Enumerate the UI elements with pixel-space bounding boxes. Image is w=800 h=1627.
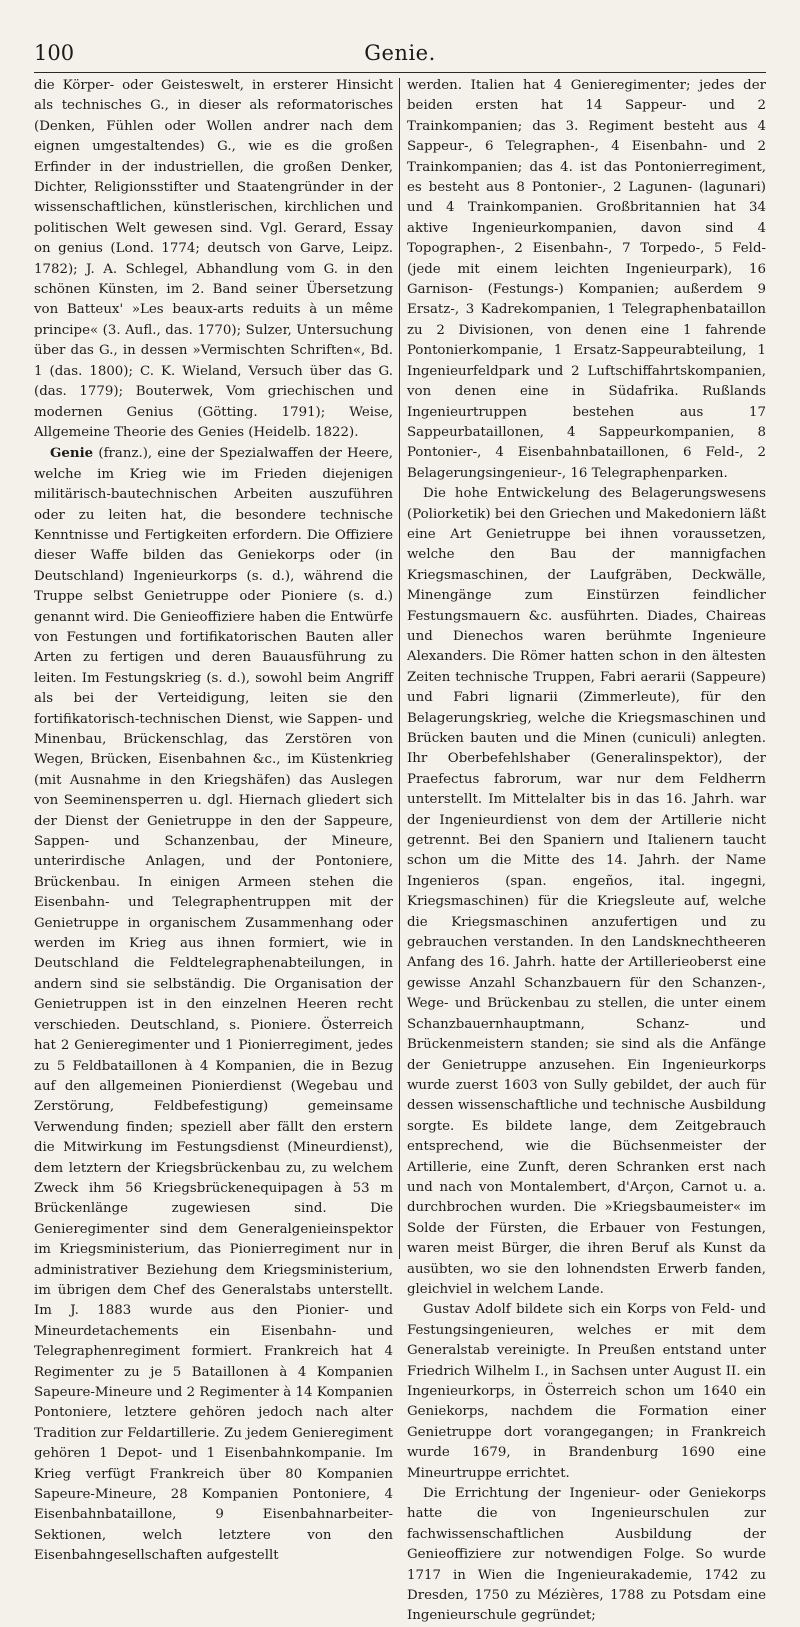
paragraph-genius-references: die Körper- oder Geisteswelt, in ersterer Hinsicht als technisches G., in dieser als reformatorisches (Denken, Fühlen oder Wollen andrer nach dem eignen umgestaltendes) G., wie es die großen Erfinder in der industriellen, die großen Denker, Dichter, Religionsstifter und Staatengründer in der wissenschaftlichen, künstlerischen, kirchlichen und politischen Welt gewesen sind. Vgl. Gerard, Essay on genius (Lond. 1774; deutsch von Garve, Leipz. 1782); J. A. Schlegel, Abhandlung vom G. in den schönen Künsten, im 2. Band seiner Übersetzung von Batteux' »Les beaux-arts reduits à un même principe« (3. Aufl., das. 1770); Sulzer, Untersuchung über das G., in dessen »Vermischten Schriften«, Bd. 1 (das. 1800); C. K. Wieland, Versuch über das G. (das. 1779); Bouterwek, Vom griechischen und modernen Genius (Götting. 1791); Weise, Allgemeine Theorie des Genies (Heidelb. 1822). (34, 78, 393, 440)
text-columns (34, 76, 766, 1624)
entry-text: (franz.), eine der Spezialwaffen der Heere, welche im Krieg wie im Frieden diejenigen militärisch-bautechnischen Arbeiten auszuführen oder zu leiten hat, die besondere technische Kenntnisse und Fertigkeiten erfordern. Die Offiziere dieser Waffe bilden das Geniekorps oder (in Deutschland) Ingenieurkorps (s. d.), während die Truppe selbst Genietruppe oder Pioniere (s. d.) genannt wird. Die Genieoffiziere haben die Entwürfe von Festungen und fortifikatorischen Bauten aller Arten zu fertigen und deren Bauausführung zu leiten. Im Festungskrieg (s. d.), sowohl beim Angriff als bei der Verteidigung, leiten sie den fortifikatorisch-technischen Dienst, wie Sappen- und Minenbau, Brückenschlag, das Zerstören von Wegen, Brücken, Eisenbahnen &c., im Küstenkrieg (mit Ausnahme in den Kriegshäfen) das Auslegen von Seeminensperren u. dgl. Hiernach gliedert sich der Dienst der Genietruppe in den der Sappeure, Sappen- und Schanzenbau, der Mineure, unterirdische Anlagen, und der Pontoniere, Brückenbau. In einigen Armeen stehen die Eisenbahn- und Telegraphentruppen mit der Genietruppe in organischem Zusammenhang oder werden im Krieg aus ihnen formiert, wie in Deutschland die Feldtelegraphenabteilungen, in andern sind sie selbständig. Die Organisation der Genietruppen ist in den einzelnen Heeren recht verschieden. Deutschland, s. Pioniere. Österreich hat 2 Genieregimenter und 1 Pionierregiment, jedes zu 5 Feldbataillonen à 4 Kompanien, die in Bezug auf den allgemeinen Pionierdienst (Wegebau und Zerstörung, Feldbefestigung) gemeinsame Verwendung finden; speziell aber fällt den erstern die Mitwirkung im Festungsdienst (Mineurdienst), dem letztern der Kriegsbrückenbau zu, zu welchem Zweck ihm 56 Kriegsbrückenequipagen à 53 m Brückenlänge zugewiesen sind. Die Genieregimenter sind dem Generalgenieinspektor im Kriegsministerium, das Pionierregiment nur in administrativer Beziehung dem Kriegsministerium, im übrigen dem Chef des Generalstabs unterstellt. Im J. 1883 wurde aus den Pionier- und Mineurdetachements ein Eisenbahn- und Telegraphenregiment formiert. Frankreich hat 4 Regimenter zu je 5 Bataillonen à 4 Kompanien Sapeure-Mineure und 2 Regimenter à 14 Kompanien Pontoniere, letztere gehören jedoch nach alter Tradition zur Feldartillerie. Zu jedem Genieregiment gehören 1 Depot- und 1 Eisenbahnkompanie. Im Krieg verfügt Frankreich über 80 Kompanien Sapeure-Mineure, 28 Kompanien Pontoniere, 4 Eisenbahnbataillone, 9 Eisenbahnarbeiter-Sektionen, welch letztere von den Eisenbahngesellschaften aufgestellt (34, 446, 393, 1564)
paragraph-foreign-armies: werden. Italien hat 4 Genieregimenter; jedes der beiden ersten hat 14 Sappeur- und 2 Trainkompanien; das 3. Regiment besteht aus 4 Sappeur-, 6 Telegraphen-, 4 Eisenbahn- und 2 Trainkompanien; das 4. ist das Pontonierregiment, es besteht aus 8 Pontonier-, 2 Lagunen- (lagunari) und 4 Trainkompanien. Großbritannien hat 34 aktive Ingenieurkompanien, davon sind 4 Topographen-, 2 Eisenbahn-, 7 Torpedo-, 5 Feld- (jede mit einem leichten Ingenieurpark), 16 Garnison- (Festungs-) Kompanien; außerdem 9 Ersatz-, 3 Kadrekompanien, 1 Telegraphenbataillon zu 2 Divisionen, von denen eine 1 fahrende Pontonierkompanie, 1 Ersatz-Sappeurabteilung, 1 Ingenieurfeldpark und 2 Luftschiffahrtskompanien, von denen eine in Südafrika. Rußlands Ingenieurtruppen bestehen aus 17 Sappeurbataillonen, 4 Sappeurkompanien, 8 Pontonier-, 4 Eisenbahnbataillonen, 6 Feld-, 2 Belagerungsingenieur-, 16 Telegraphenparken. (407, 78, 766, 481)
page-header (34, 40, 766, 73)
paragraph-history: Die hohe Entwickelung des Belagerungswesens (Poliorketik) bei den Griechen und Makedoniern läßt eine Art Genietruppe bei ihnen voraussetzen, welche den Bau der mannigfachen Kriegsmaschinen, der Laufgräben, Deckwälle, Minengänge zum Einstürzen feindlicher Festungsmauern &c. ausführten. Diades, Chaireas und Dienechos waren berühmte Ingenieure Alexanders. Die Römer hatten schon in den ältesten Zeiten technische Truppen, Fabri aerarii (Sappeure) und Fabri lignarii (Zimmerleute), für den Belagerungskrieg, welche die Kriegsmaschinen und Brücken bauten und die Minen (cuniculi) anlegten. Ihr Oberbefehlshaber (Generalinspektor), der Praefectus fabrorum, war nur dem Feldherrn unterstellt. Im Mittelalter bis in das 16. Jahrh. war der Ingenieurdienst von dem der Artillerie nicht getrennt. Bei den Spaniern und Italienern taucht schon um die Mitte des 14. Jahrh. der Name Ingenieros (span. engeños, ital. ingegni, Kriegsmaschinen) für die Kriegsleute auf, welche die Kriegsmaschinen anzufertigen und zu gebrauchen verstanden. In den Landsknechtheeren Anfang des 16. Jahrh. hatte der Artillerieoberst eine gewisse Anzahl Schanzbauern für den Schanzen-, Wege- und Brückenbau zu stellen, die unter einem Schanzbauernhauptmann, Schanz- und Brückenmeistern standen; sie sind als die Anfänge der Genietruppe anzusehen. Ein Ingenieurkorps wurde zuerst 1603 von Sully gebildet, der auch für dessen wissenschaftliche und technische Ausbildung sorgte. Es bildete lange, dem Zeitgebrauch entsprechend, wie die Büchsenmeister der Artillerie, eine Zunft, deren Schranken erst nach und nach von Montalembert, d'Arçon, Carnot u. a. durchbrochen wurden. Die »Kriegsbaumeister« im Solde der Fürsten, die Erbauer von Festungen, waren meist Bürger, die ihren Beruf als Kunst da ausübten, wo sie den lohnendsten Erwerb fanden, gleichviel in welchem Lande. (407, 486, 766, 1297)
entry-headword: Genie (50, 445, 94, 462)
paragraph-genie-entry (34, 443, 393, 1566)
paragraph-corps-formation: Gustav Adolf bildete sich ein Korps von Feld- und Festungsingenieuren, welches er mit dem Generalstab vereinigte. In Preußen entstand unter Friedrich Wilhelm I., in Sachsen unter August II. ein Ingenieurkorps, in Österreich schon um 1640 ein Geniekorps, nachdem die Formation einer Genietruppe dort vorangegangen; in Frankreich wurde 1679, in Brandenburg 1690 eine Mineurtruppe errichtet. (407, 1302, 766, 1481)
running-title: Genie. (364, 41, 436, 65)
right-column (400, 76, 766, 1624)
left-column (34, 76, 399, 1564)
page-number: 100 (34, 41, 75, 65)
paragraph-engineering-schools: Die Errichtung der Ingenieur- oder Geniekorps hatte die von Ingenieurschulen zur fachwissenschaftlichen Ausbildung der Genieoffiziere zur notwendigen Folge. So wurde 1717 in Wien die Ingenieurakademie, 1742 zu Dresden, 1750 zu Mézières, 1788 zu Potsdam eine Ingenieurschule gegründet; (407, 1486, 766, 1624)
